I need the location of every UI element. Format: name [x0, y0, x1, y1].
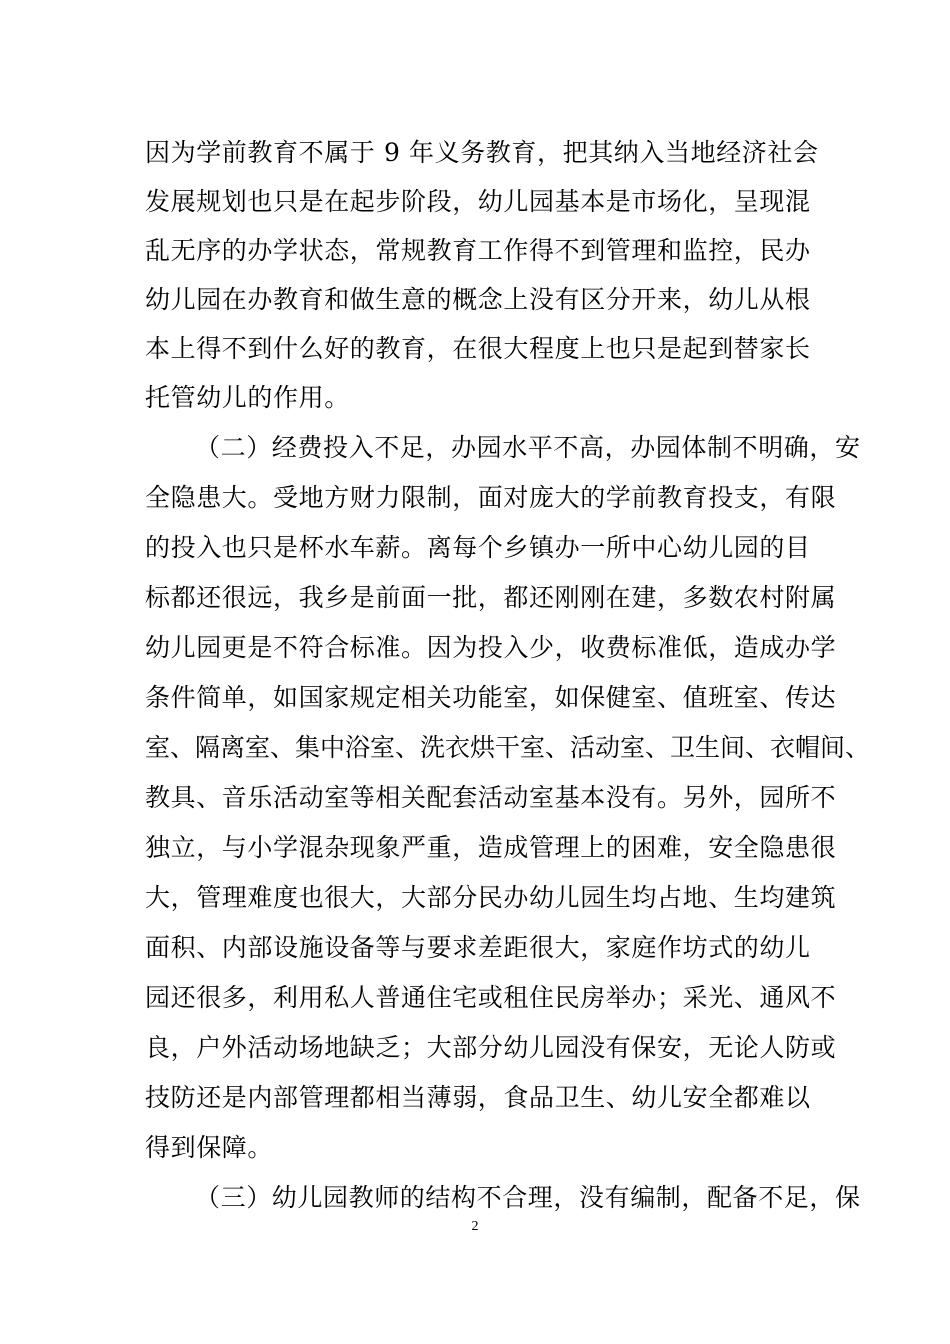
text-line-21: 得到保障。	[145, 1133, 274, 1162]
text-line-20: 技防还是内部管理都相当薄弱，食品卫生、幼儿安全都难以	[145, 1083, 811, 1112]
text-line-13: 室、隔离室、集中浴室、洗衣烘干室、活动室、卫生间、衣帽间、	[145, 733, 871, 762]
text-line-2: 发展规划也只是在起步阶段，幼儿园基本是市场化，呈现混	[145, 187, 811, 216]
text-line-6: 托管幼儿的作用。	[145, 383, 350, 412]
text-line-3: 乱无序的办学状态，常规教育工作得不到管理和监控，民办	[145, 236, 811, 265]
text-line-10: 标都还很远，我乡是前面一批，都还刚刚在建，多数农村附属	[145, 583, 837, 612]
text-line-17: 面积、内部设施设备等与要求差距很大，家庭作坊式的幼儿	[145, 933, 811, 962]
section-heading-2: （二）经费投入不足，办园水平不高，办园体制不明确，安	[195, 433, 861, 462]
text-line-15: 独立，与小学混杂现象严重，造成管理上的困难，安全隐患很	[145, 833, 837, 862]
text-line-1: 因为学前教育不属于 9 年义务教育，把其纳入当地经济社会	[145, 138, 819, 167]
page-number: 2	[471, 1219, 479, 1234]
text-line-11: 幼儿园更是不符合标准。因为投入少，收费标准低，造成办学	[145, 633, 837, 662]
text-line-8: 全隐患大。受地方财力限制，面对庞大的学前教育投支，有限	[145, 483, 837, 512]
text-line-4: 幼儿园在办教育和做生意的概念上没有区分开来，幼儿从根	[145, 285, 811, 314]
text-line-9: 的投入也只是杯水车薪。离每个乡镇办一所中心幼儿园的目	[145, 533, 811, 562]
text-line-5: 本上得不到什么好的教育，在很大程度上也只是起到替家长	[145, 334, 811, 363]
text-line-19: 良，户外活动场地缺乏；大部分幼儿园没有保安，无论人防或	[145, 1033, 837, 1062]
text-line-18: 园还很多，利用私人普通住宅或租住民房举办；采光、通风不	[145, 983, 837, 1012]
text-line-14: 教具、音乐活动室等相关配套活动室基本没有。另外，园所不	[145, 783, 837, 812]
section-heading-3: （三）幼儿园教师的结构不合理，没有编制，配备不足，保	[195, 1183, 861, 1212]
text-line-16: 大，管理难度也很大，大部分民办幼儿园生均占地、生均建筑	[145, 883, 837, 912]
text-line-12: 条件简单，如国家规定相关功能室，如保健室、值班室、传达	[145, 683, 837, 712]
